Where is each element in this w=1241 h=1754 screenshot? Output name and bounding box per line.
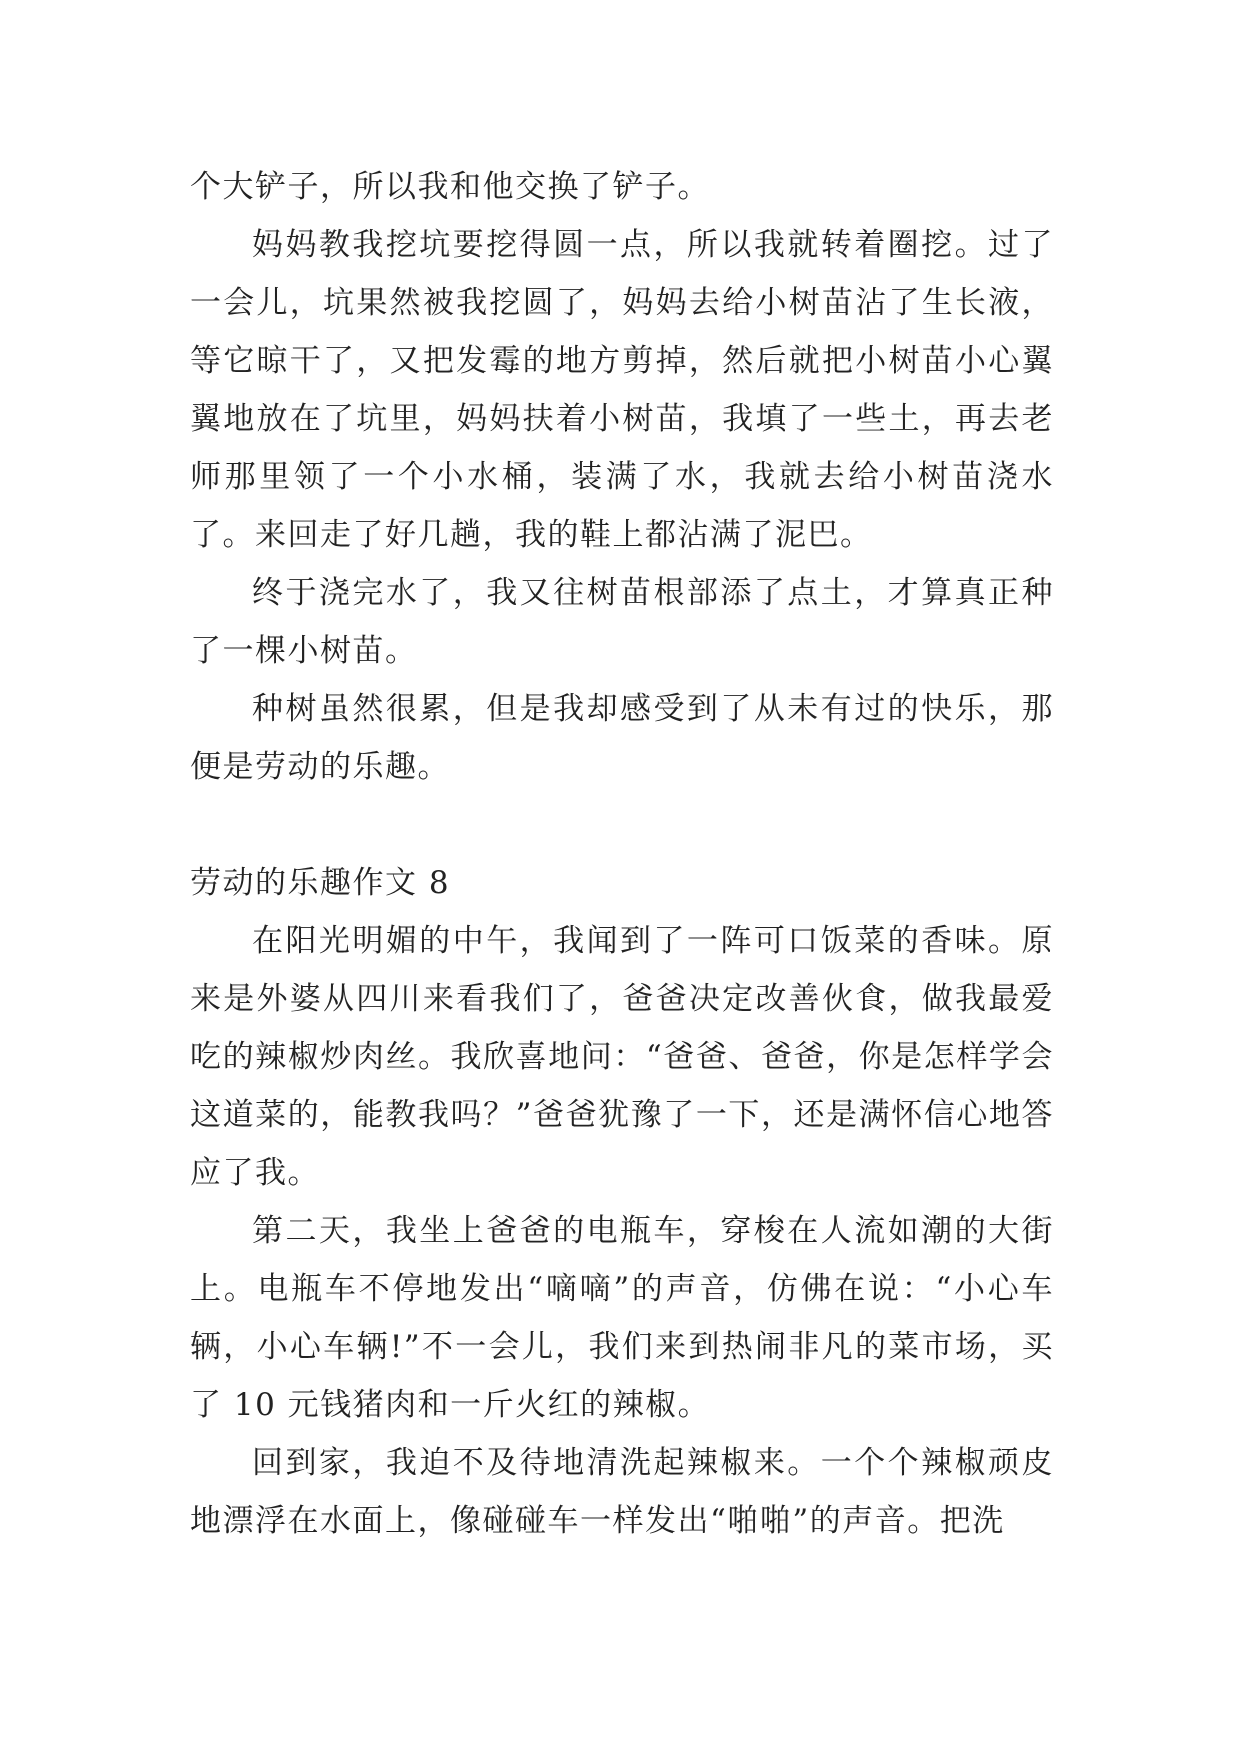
- paragraph: 终于浇完水了，我又往树苗根部添了点土，才算真正种了一棵小树苗。: [190, 575, 1054, 669]
- paragraph: 妈妈教我挖坑要挖得圆一点，所以我就转着圈挖。过了一会儿，坑果然被我挖圆了，妈妈去给小树苗沾了生长液，等它晾干了，又把发霉的地方剪掉，然后就把小树苗小心翼翼地放在了坑里，妈妈扶着小树苗，我填了一些土，再去老师那里领了一个小水桶，装满了水，我就去给小树苗浇水了。来回走了好几趟，我的鞋上都沾满了泥巴。: [190, 227, 1054, 553]
- paragraph: 第二天，我坐上爸爸的电瓶车，穿梭在人流如潮的大街上。电瓶车不停地发出“嘀嘀”的声音，仿佛在说：“小心车辆，小心车辆!”不一会儿，我们来到热闹非凡的菜市场，买了 10 元钱猪肉和一斤火红的辣椒。: [190, 1213, 1054, 1423]
- paragraph: 种树虽然很累，但是我却感受到了从未有过的快乐，那便是劳动的乐趣。: [190, 691, 1054, 785]
- paragraph: 在阳光明媚的中午，我闻到了一阵可口饭菜的香味。原来是外婆从四川来看我们了，爸爸决定改善伙食，做我最爱吃的辣椒炒肉丝。我欣喜地问：“爸爸、爸爸，你是怎样学会这道菜的，能教我吗？”爸爸犹豫了一下，还是满怀信心地答应了我。: [190, 923, 1054, 1191]
- document-body: [190, 158, 1054, 1550]
- paragraph: 个大铲子，所以我和他交换了铲子。: [190, 169, 710, 205]
- section-title: 劳动的乐趣作文 8: [190, 865, 451, 901]
- paragraph: 回到家，我迫不及待地清洗起辣椒来。一个个辣椒顽皮地漂浮在水面上，像碰碰车一样发出“啪啪”的声音。把洗: [190, 1445, 1054, 1539]
